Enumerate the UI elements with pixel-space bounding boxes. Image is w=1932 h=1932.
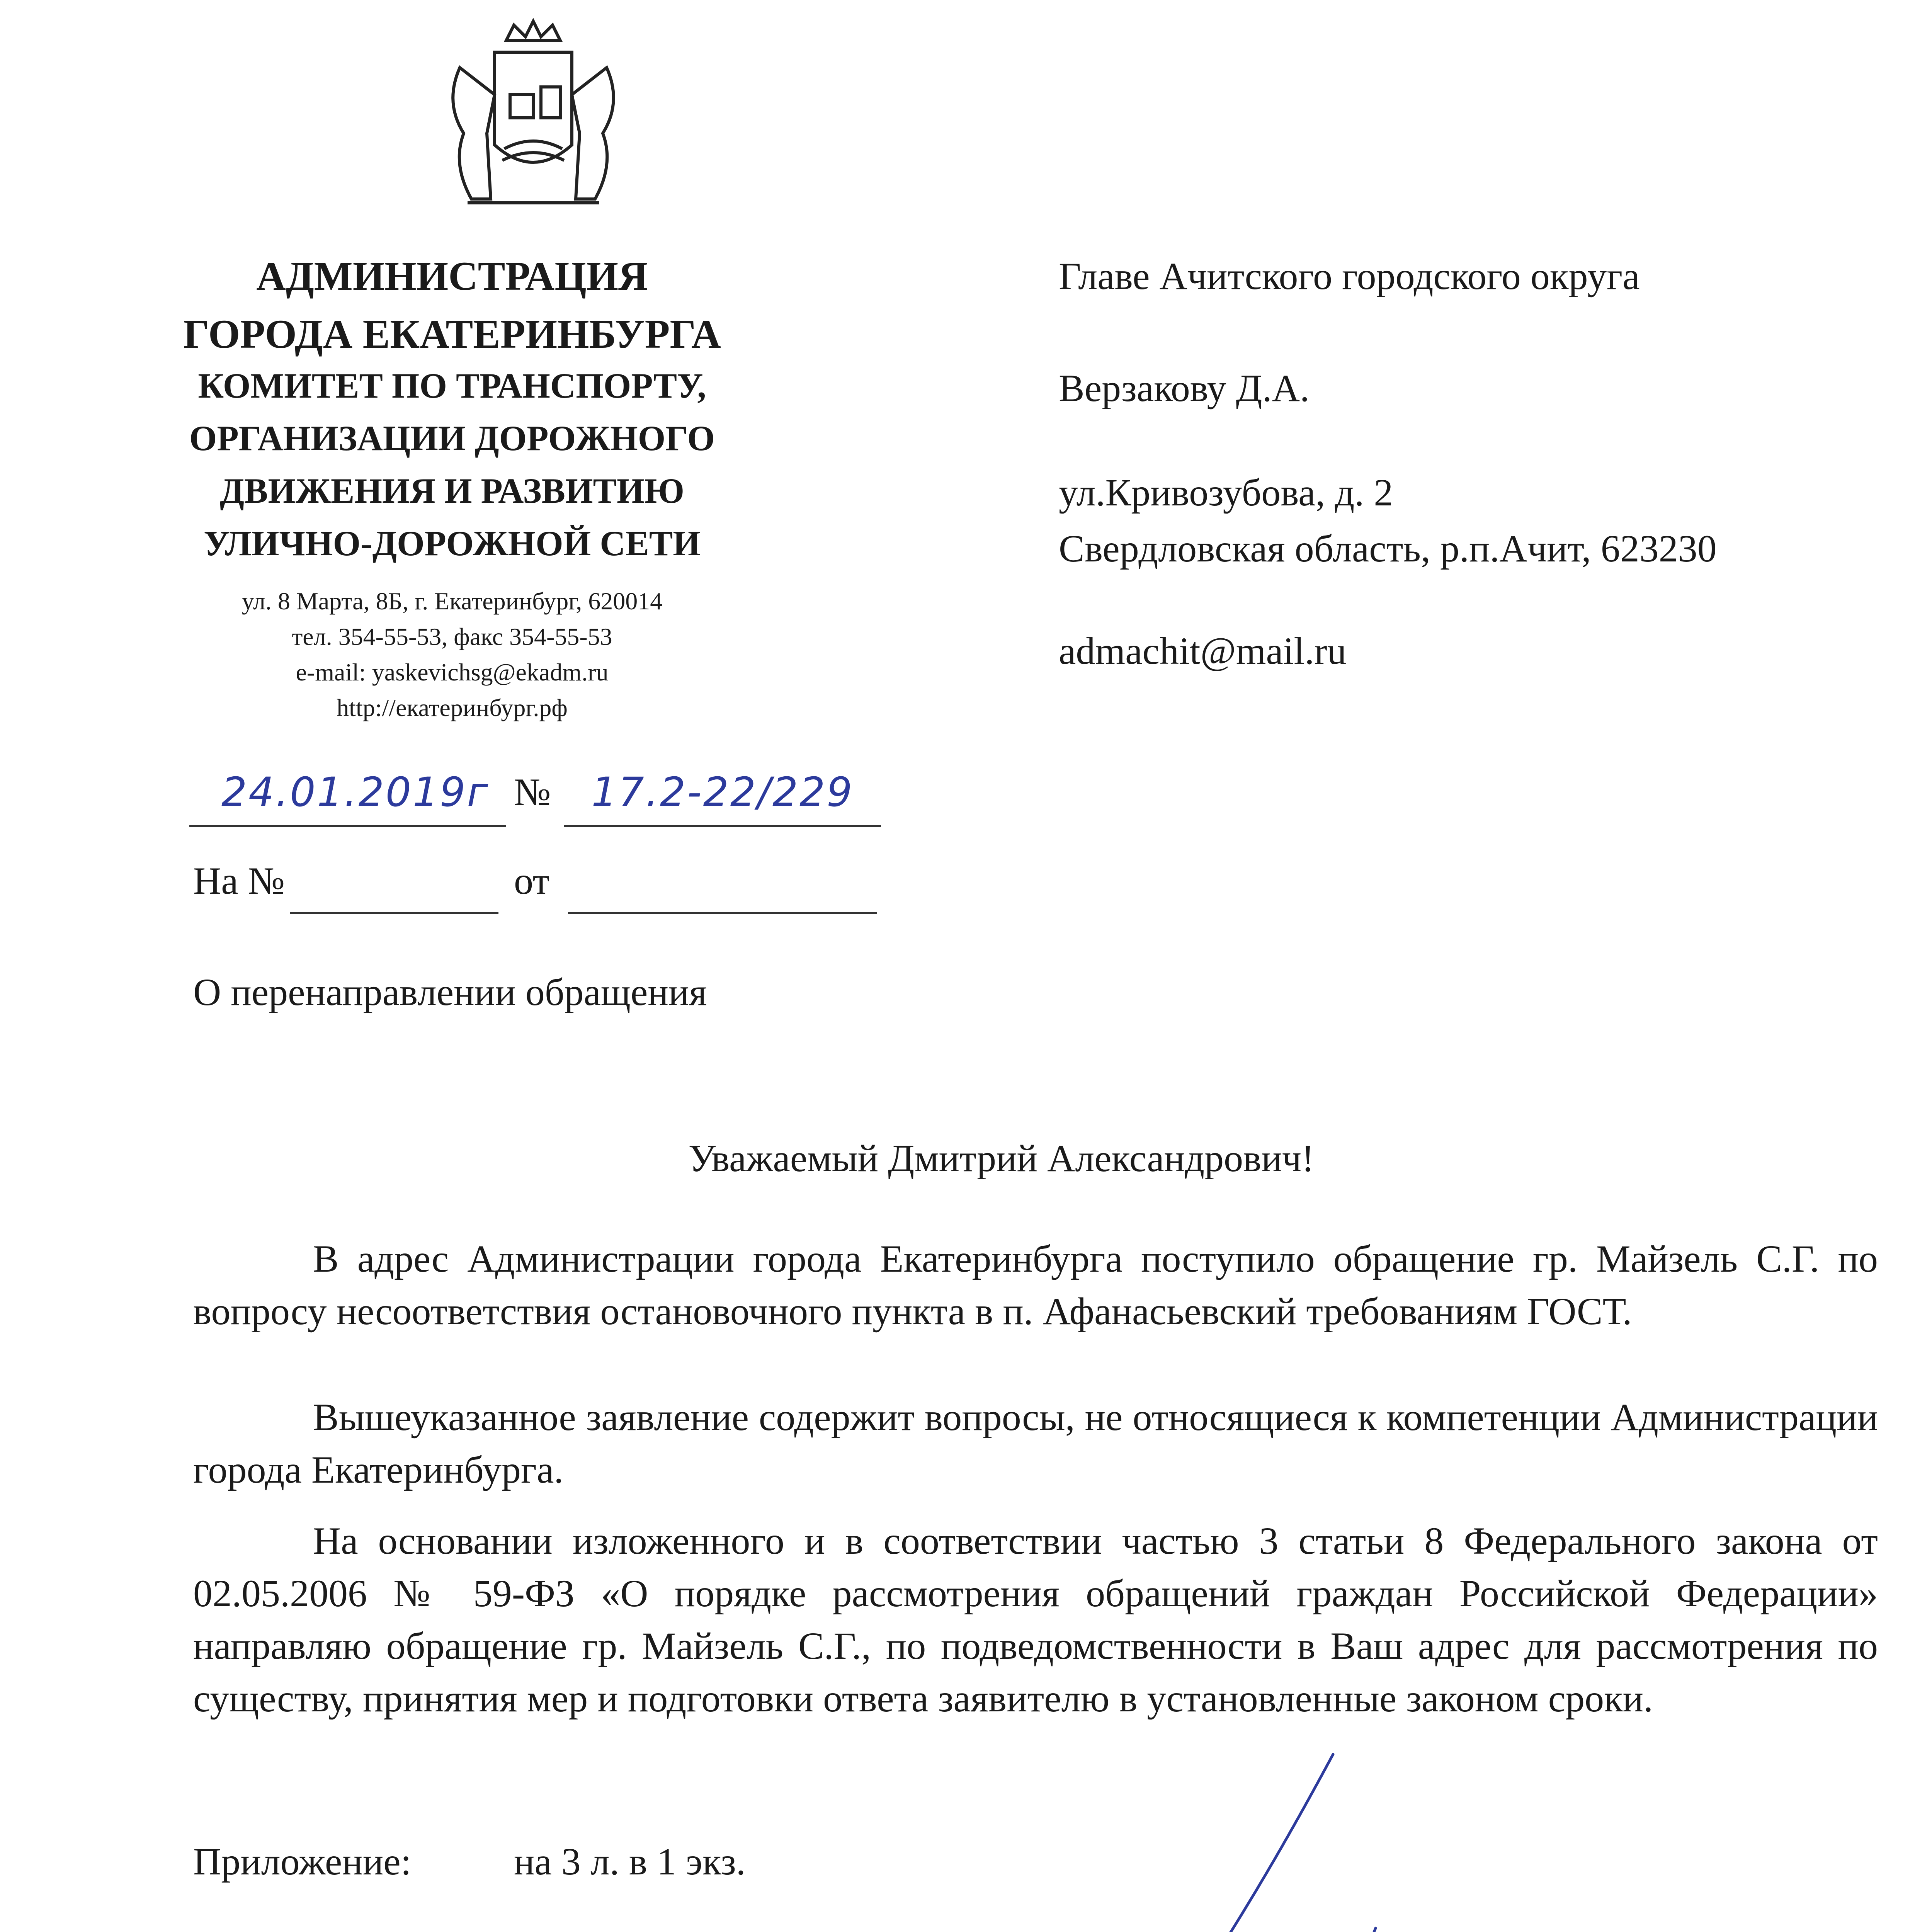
org-title bbox=[162, 247, 742, 363]
attachment-value: на 3 л. в 1 экз. bbox=[514, 1840, 746, 1883]
reg-number-underline bbox=[564, 825, 881, 827]
committee-line: ОРГАНИЗАЦИИ ДОРОЖНОГО bbox=[189, 418, 715, 458]
org-site: http://екатеринбург.рф bbox=[337, 694, 568, 721]
city-coat-of-arms-icon bbox=[437, 17, 630, 222]
reg-number-sign: № bbox=[514, 770, 551, 813]
reg-number: 17.2-22/229 bbox=[591, 769, 854, 816]
committee-line: КОМИТЕТ ПО ТРАНСПОРТУ, bbox=[198, 366, 706, 405]
reply-from-label: от bbox=[514, 859, 550, 902]
org-contacts bbox=[201, 583, 703, 726]
reply-from-underline bbox=[568, 912, 877, 914]
reg-date-underline bbox=[189, 825, 506, 827]
reg-date: 24.01.2019г bbox=[221, 769, 490, 816]
recipient-street: ул.Кривозубова, д. 2 bbox=[1059, 471, 1393, 514]
recipient-name: Верзакову Д.А. bbox=[1059, 367, 1310, 410]
recipient-title: Главе Ачитского городского округа bbox=[1059, 255, 1640, 298]
recipient-email: admachit@mail.ru bbox=[1059, 629, 1347, 672]
salutation: Уважаемый Дмитрий Александрович! bbox=[688, 1137, 1315, 1180]
handwritten-signature bbox=[1005, 1747, 1488, 1932]
org-phone: тел. 354-55-53, факс 354-55-53 bbox=[292, 623, 612, 650]
attachment-label: Приложение: bbox=[193, 1840, 412, 1883]
org-title-line2: ГОРОДА ЕКАТЕРИНБУРГА bbox=[183, 311, 721, 357]
reply-to-label: На № bbox=[193, 859, 285, 902]
committee-line: УЛИЧНО-ДОРОЖНОЙ СЕТИ bbox=[204, 524, 701, 563]
reg-number-field bbox=[568, 765, 877, 820]
reg-date-field bbox=[193, 765, 518, 820]
paragraph: В адрес Администрации города Екатеринбурга поступило обращение гр. Майзель С.Г. по вопросу несоответствия остановочного пункта в п. Афанасьевский требованиям ГОСТ. bbox=[193, 1237, 1878, 1333]
committee-line: ДВИЖЕНИЯ И РАЗВИТИЮ bbox=[219, 471, 685, 510]
org-address: ул. 8 Марта, 8Б, г. Екатеринбург, 620014 bbox=[242, 587, 663, 615]
committee-title bbox=[162, 359, 742, 570]
letter-subject: О перенаправлении обращения bbox=[193, 971, 707, 1014]
org-email: e-mail: yaskevichsg@ekadm.ru bbox=[296, 658, 609, 686]
paragraph: Вышеуказанное заявление содержит вопросы, не относящиеся к компетенции Администрации города Екатеринбурга. bbox=[193, 1396, 1878, 1491]
paragraph: На основании изложенного и в соответствии частью 3 статьи 8 Федерального закона от 02.05.2006 № 59-ФЗ «О порядке рассмотрения обращений граждан Российской Федерации» направляю обращение гр. Майзель С.Г., по подведомственности в Ваш адрес для рассмотрения по существу, принятия мер и подготовки ответа заявителю в установленные законом сроки. bbox=[193, 1519, 1878, 1720]
recipient-city: Свердловская область, р.п.Ачит, 623230 bbox=[1059, 527, 1717, 570]
reply-to-underline bbox=[290, 912, 498, 914]
org-title-line1: АДМИНИСТРАЦИЯ bbox=[256, 253, 648, 299]
